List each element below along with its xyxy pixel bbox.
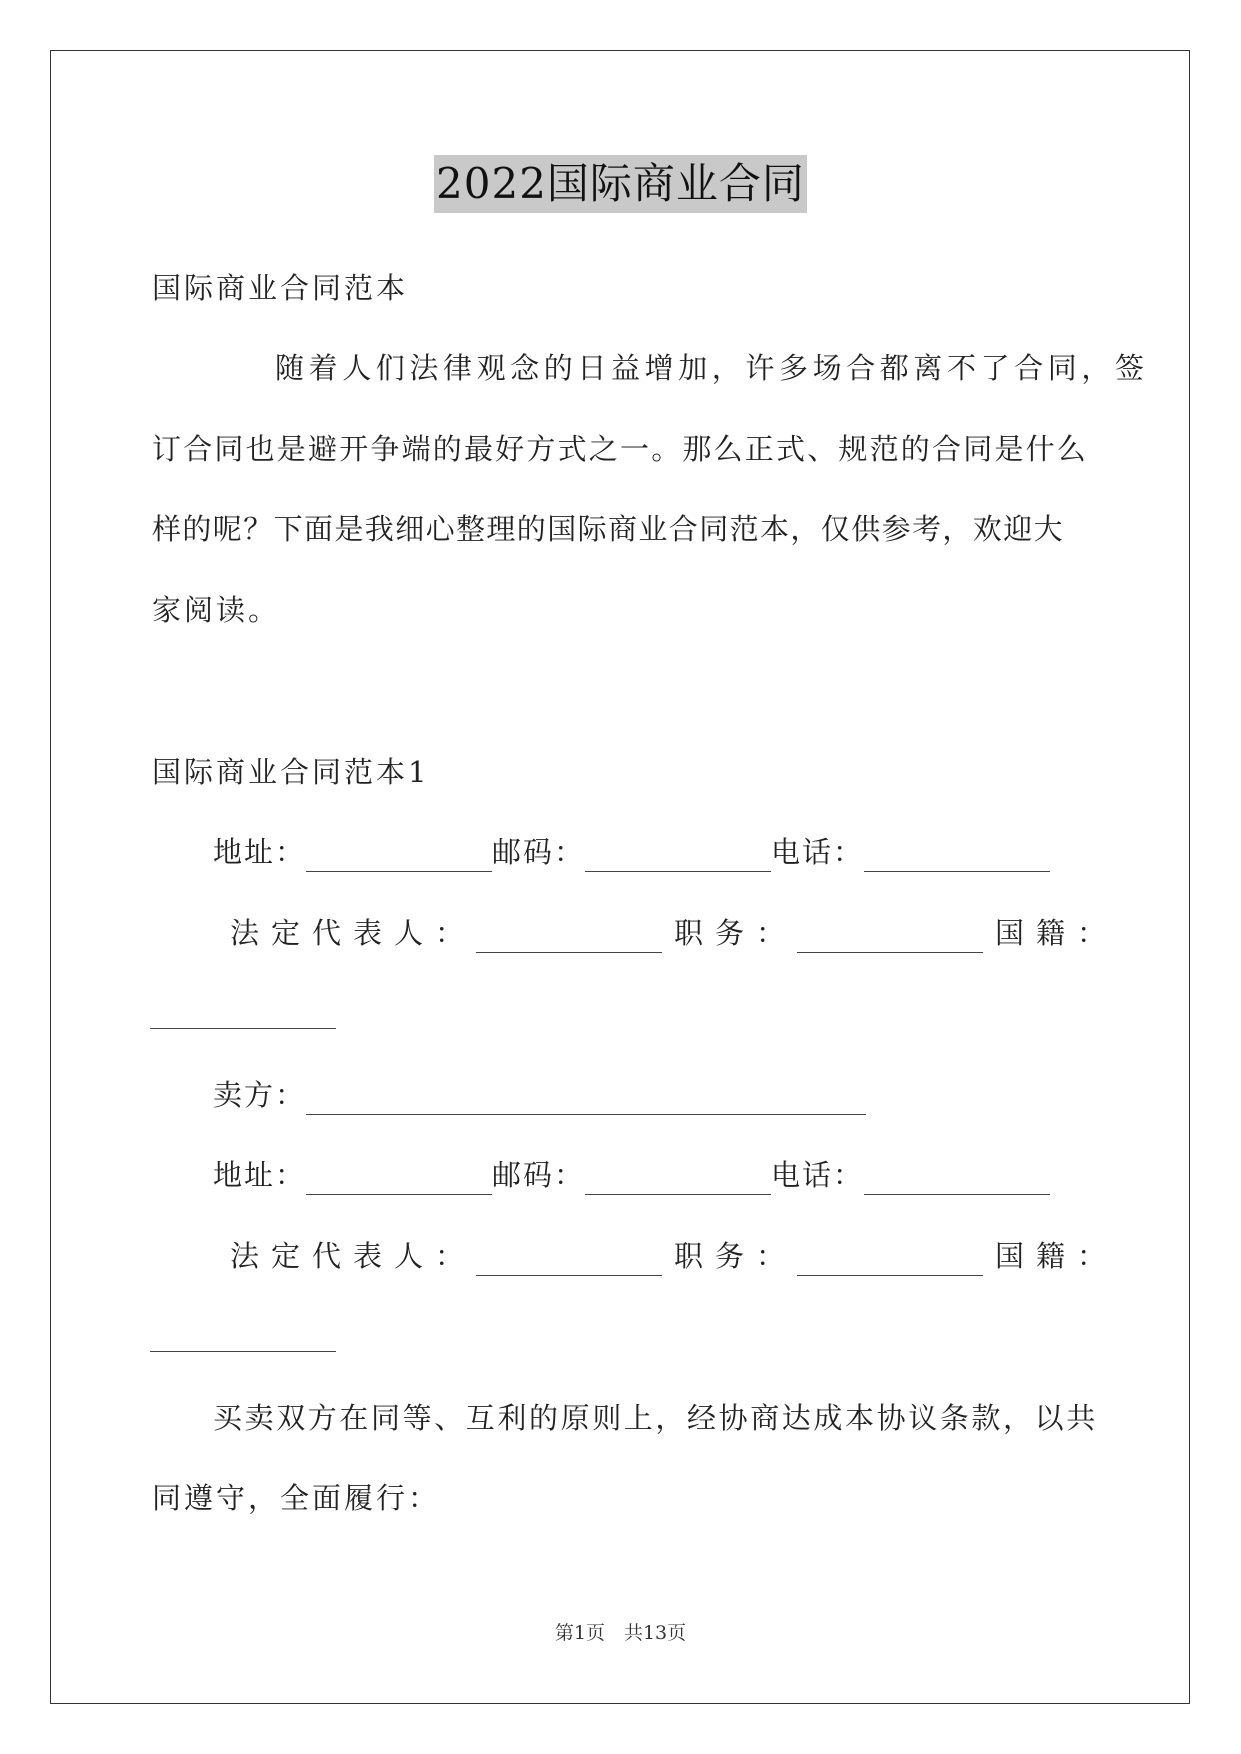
seller-row <box>213 1075 866 1115</box>
party-b-rep-row <box>230 1236 1118 1276</box>
party-a-nationality-blank[interactable] <box>150 1028 336 1029</box>
party-a-position-label: 职务： <box>674 916 798 950</box>
party-b-rep-blank[interactable] <box>476 1247 662 1276</box>
party-b-position-label: 职务： <box>674 1239 798 1273</box>
party-a-rep-blank[interactable] <box>476 924 662 953</box>
party-a-rep-label: 法定代表人： <box>230 916 477 950</box>
title-wrap <box>0 155 1241 213</box>
party-b-position-blank[interactable] <box>797 1247 983 1276</box>
party-b-postcode-label: 邮码： <box>492 1158 586 1192</box>
intro-line-4: 家阅读。 <box>152 593 281 627</box>
party-b-postcode-blank[interactable] <box>585 1166 771 1195</box>
seller-name-blank[interactable] <box>306 1086 866 1115</box>
intro-line-2: 订合同也是避开争端的最好方式之一。那么正式、规范的合同是什么 <box>152 432 1089 466</box>
party-b-nationality-label: 国籍： <box>995 1239 1119 1273</box>
party-b-phone-blank[interactable] <box>864 1166 1050 1195</box>
document-title: 2022国际商业合同 <box>434 155 807 213</box>
party-a-contact-row <box>213 832 1050 872</box>
party-a-phone-blank[interactable] <box>864 843 1050 872</box>
party-a-postcode-blank[interactable] <box>585 843 771 872</box>
party-a-rep-row <box>230 913 1118 953</box>
seller-label: 卖方： <box>213 1078 307 1112</box>
closing-line-1: 买卖双方在同等、互利的原则上，经协商达成本协议条款，以共 <box>213 1401 1098 1435</box>
party-b-contact-row <box>213 1155 1050 1195</box>
party-a-phone-label: 电话： <box>771 835 865 869</box>
intro-line-1: 随着人们法律观念的日益增加，许多场合都离不了合同，签 <box>275 351 1149 385</box>
page-number-footer: 第1页 共13页 <box>554 1622 687 1644</box>
party-a-postcode-label: 邮码： <box>492 835 586 869</box>
party-b-address-blank[interactable] <box>306 1166 492 1195</box>
section-title: 国际商业合同范本1 <box>152 755 430 789</box>
party-a-address-label: 地址： <box>213 835 307 869</box>
closing-line-2: 同遵守，全面履行： <box>152 1481 441 1515</box>
party-a-nationality-label: 国籍： <box>995 916 1119 950</box>
intro-line-3: 样的呢？下面是我细心整理的国际商业合同范本，仅供参考，欢迎大 <box>152 512 1065 546</box>
party-a-address-blank[interactable] <box>306 843 492 872</box>
party-b-rep-label: 法定代表人： <box>230 1239 477 1273</box>
party-a-position-blank[interactable] <box>797 924 983 953</box>
party-b-nationality-blank[interactable] <box>150 1351 336 1352</box>
document-subtitle: 国际商业合同范本 <box>152 271 409 305</box>
party-b-address-label: 地址： <box>213 1158 307 1192</box>
party-b-phone-label: 电话： <box>771 1158 865 1192</box>
